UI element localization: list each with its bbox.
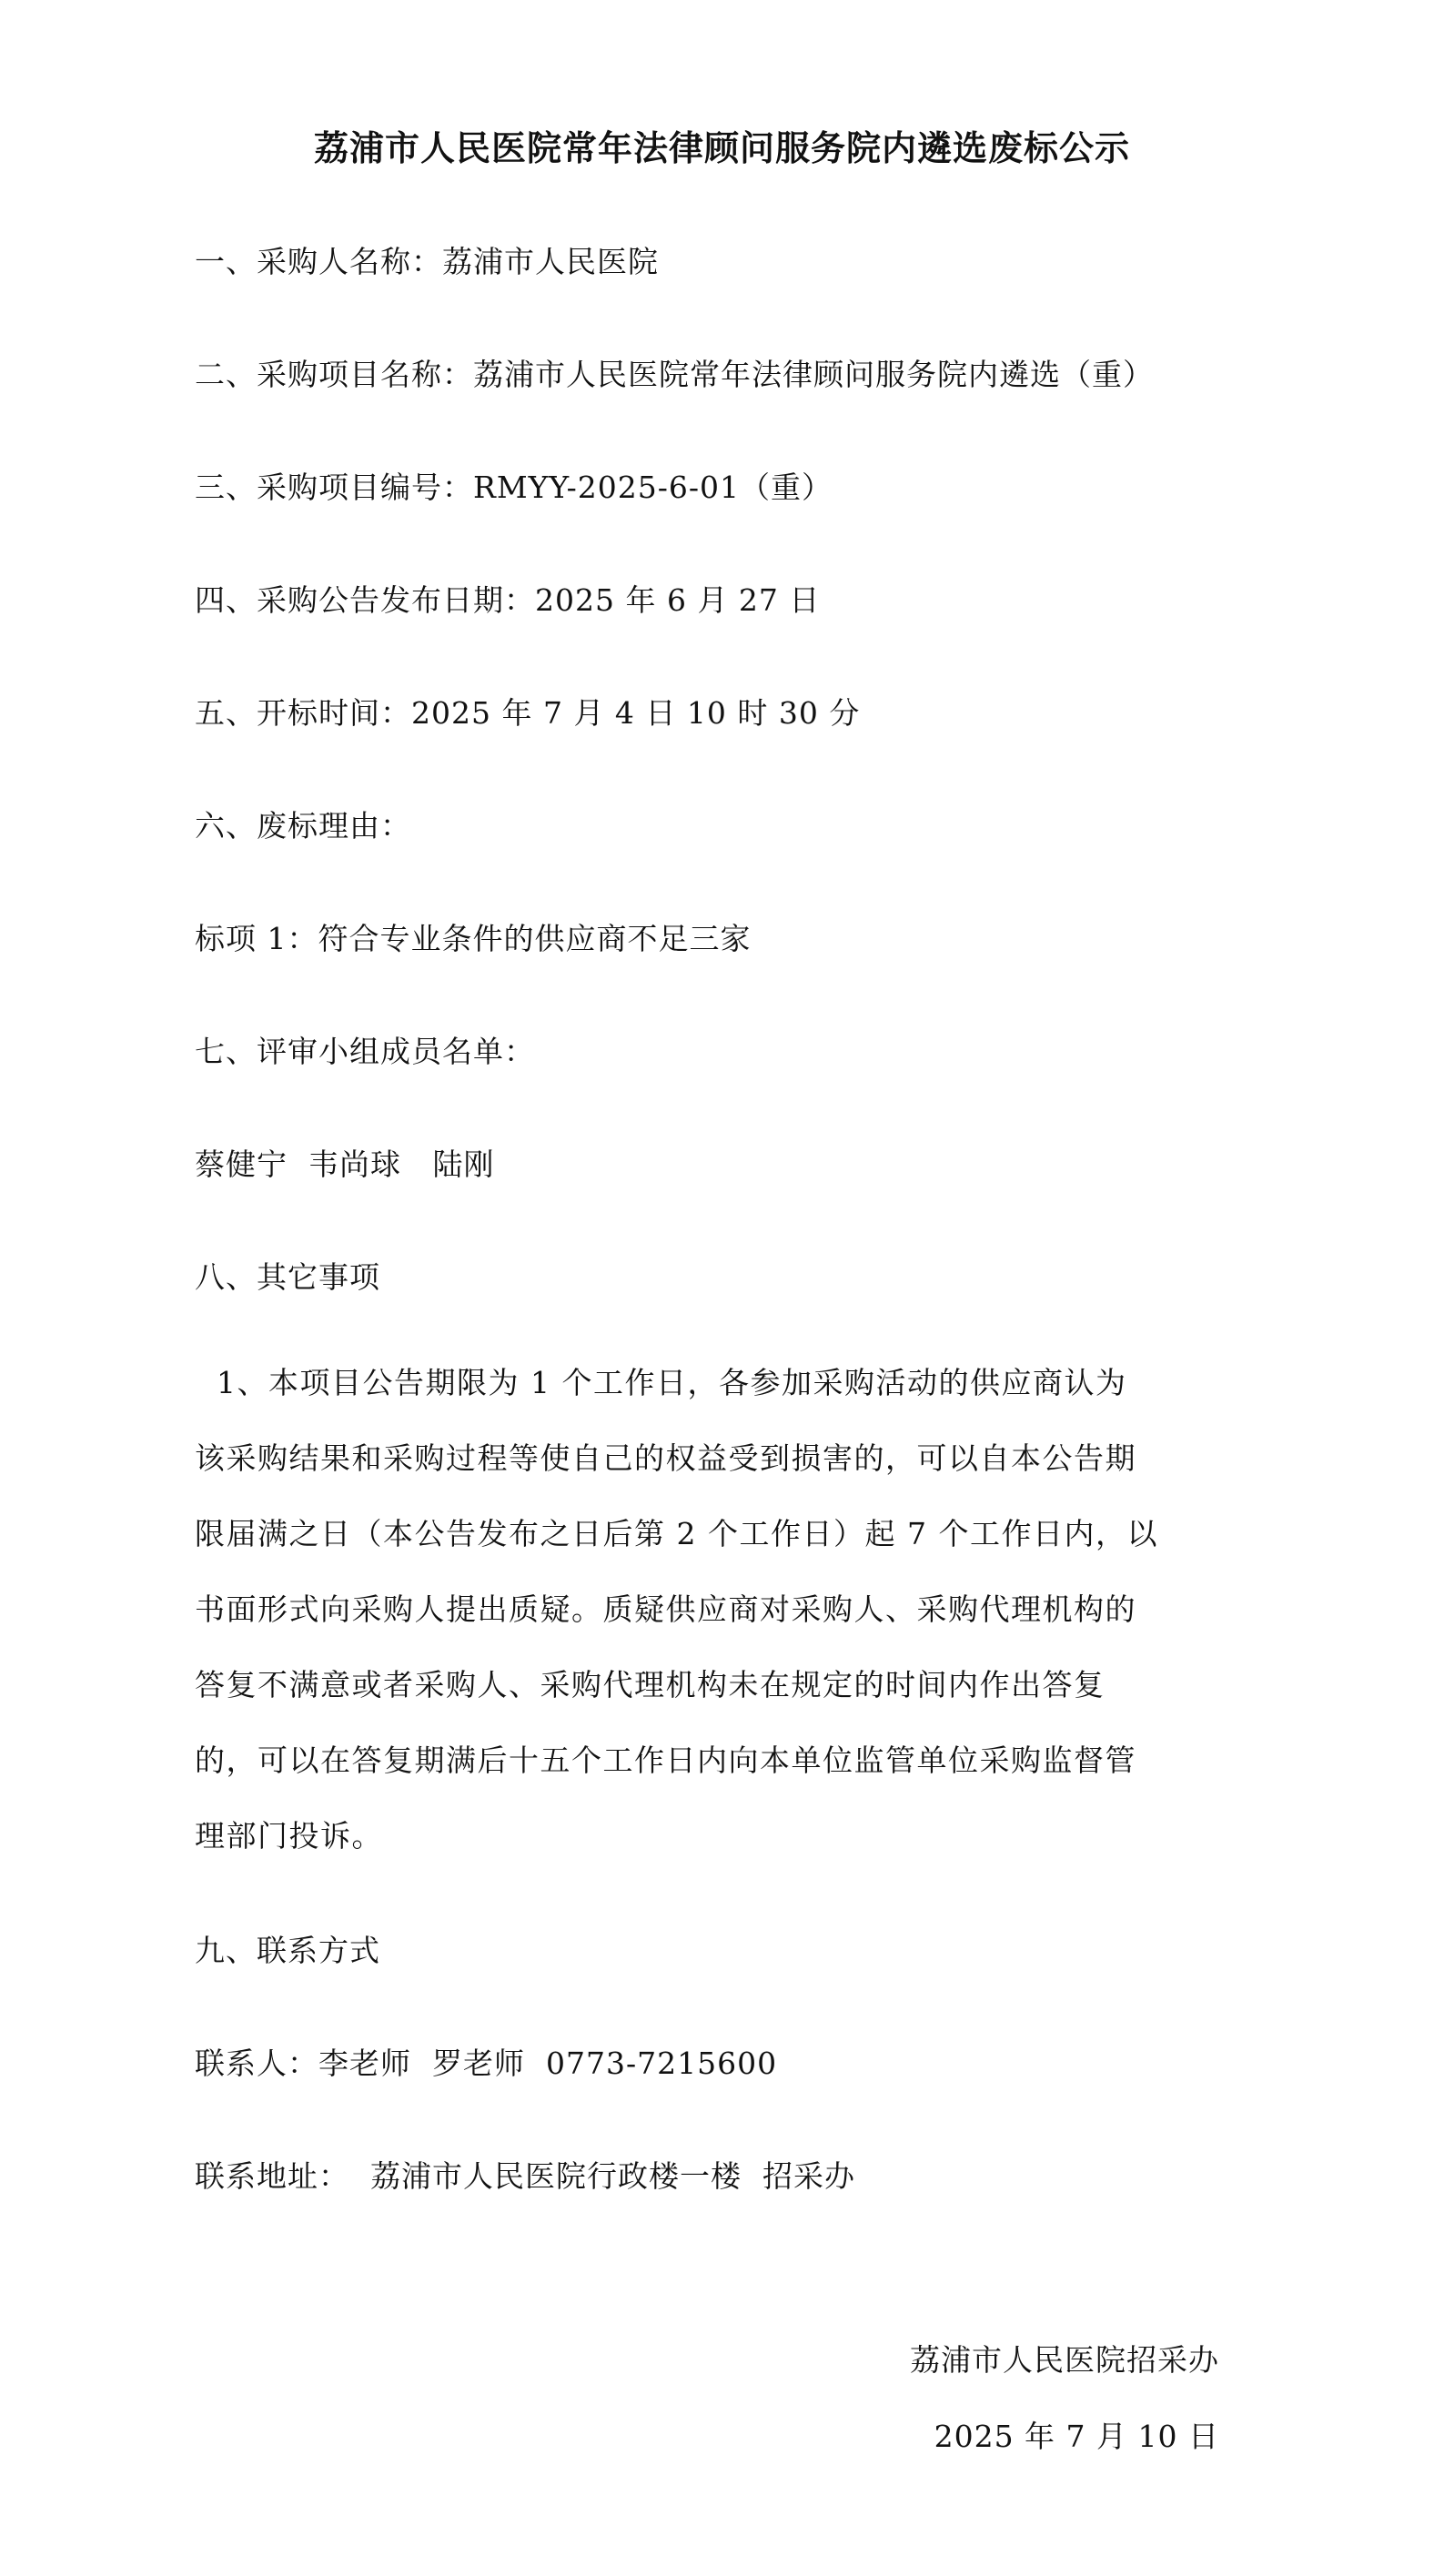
paragraph-line: 1、本项目公告期限为 1 个工作日，各参加采购活动的供应商认为	[195, 1365, 1127, 1400]
paragraph-line: 书面形式向采购人提出质疑。质疑供应商对采购人、采购代理机构的	[195, 1591, 1136, 1627]
signature-org: 荔浦市人民医院招采办	[910, 2342, 1219, 2378]
contact-person: 联系人：李老师 罗老师 0773-7215600	[195, 2046, 778, 2081]
project-number: 三、采购项目编号：RMYY-2025-6-01（重）	[195, 470, 833, 505]
contact-heading: 九、联系方式	[195, 1933, 380, 1968]
paragraph-line: 限届满之日（本公告发布之日后第 2 个工作日）起 7 个工作日内，以	[195, 1516, 1158, 1551]
review-panel-members: 蔡健宁 韦尚球 陆刚	[195, 1147, 495, 1182]
purchaser-name: 一、采购人名称：荔浦市人民医院	[195, 244, 659, 279]
project-name: 二、采购项目名称：荔浦市人民医院常年法律顾问服务院内遴选（重）	[195, 357, 1154, 392]
page-title: 荔浦市人民医院常年法律顾问服务院内遴选废标公示	[313, 128, 1130, 168]
signature-date: 2025 年 7 月 10 日	[934, 2419, 1219, 2454]
other-matters-heading: 八、其它事项	[195, 1259, 380, 1295]
other-matters-paragraph	[195, 1345, 1205, 1874]
publish-date: 四、采购公告发布日期：2025 年 6 月 27 日	[195, 582, 821, 618]
cancel-reason-text: 标项 1：符合专业条件的供应商不足三家	[195, 921, 752, 956]
paragraph-line: 答复不满意或者采购人、采购代理机构未在规定的时间内作出答复	[195, 1667, 1106, 1702]
bid-open-time: 五、开标时间：2025 年 7 月 4 日 10 时 30 分	[195, 695, 861, 731]
contact-address: 联系地址： 荔浦市人民医院行政楼一楼 招采办	[195, 2158, 855, 2194]
paragraph-line: 该采购结果和采购过程等使自己的权益受到损害的，可以自本公告期	[195, 1440, 1136, 1476]
cancel-reason-heading: 六、废标理由：	[195, 808, 411, 844]
paragraph-line: 的，可以在答复期满后十五个工作日内向本单位监管单位采购监督管	[195, 1743, 1136, 1778]
paragraph-line: 理部门投诉。	[195, 1818, 383, 1854]
review-panel-heading: 七、评审小组成员名单：	[195, 1034, 535, 1069]
